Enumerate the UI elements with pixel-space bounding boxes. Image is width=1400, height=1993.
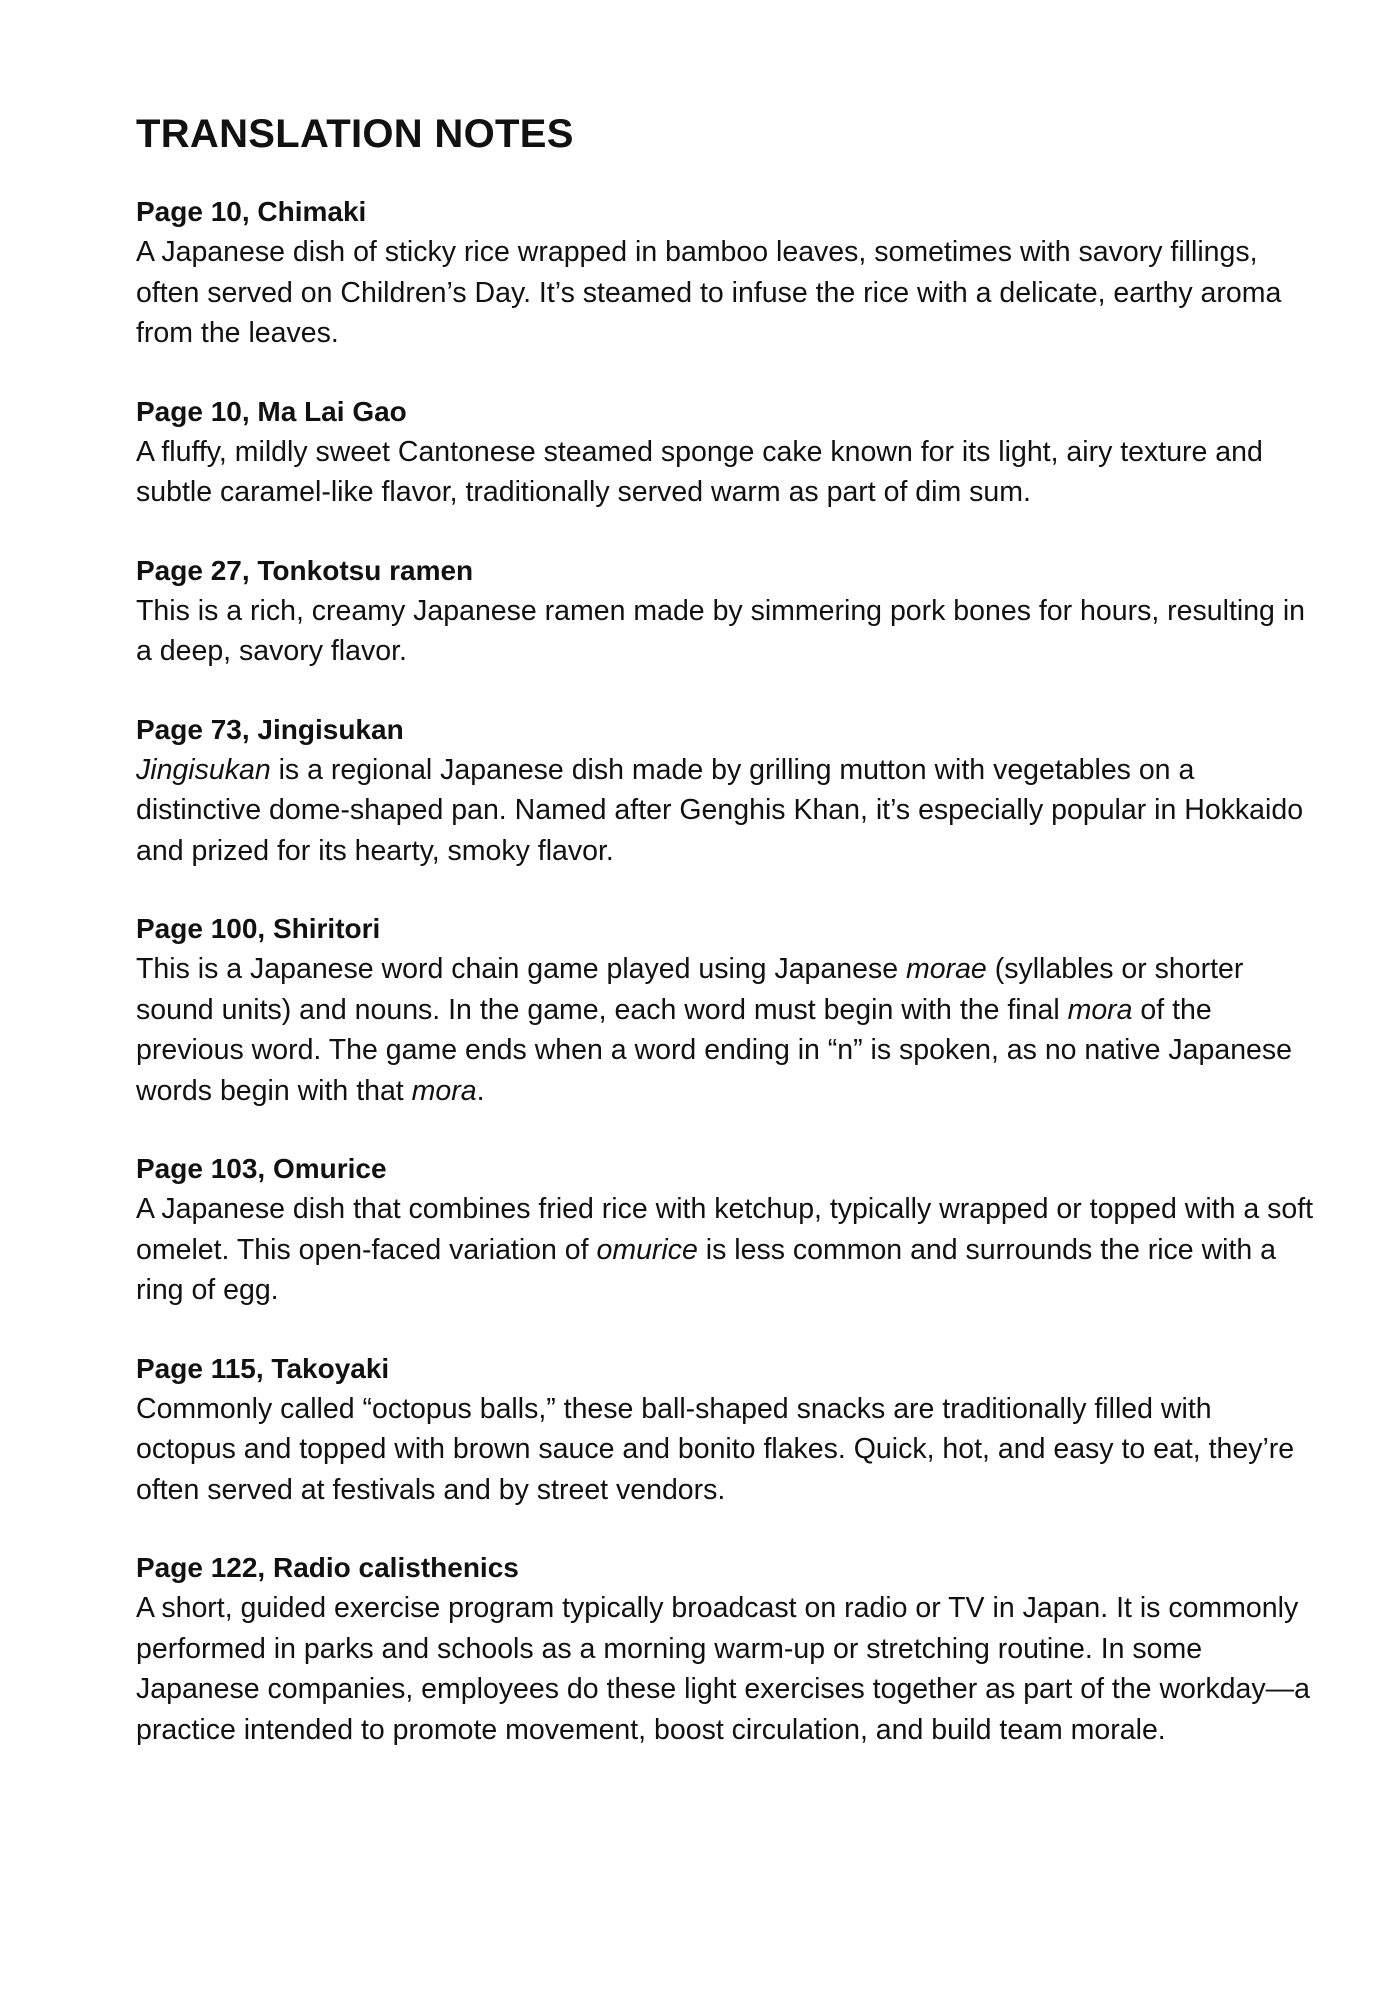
note-body-text: This is a Japanese word chain game played using Japanese <box>136 953 906 985</box>
note-heading: Page 27, Tonkotsu ramen <box>136 554 474 586</box>
note-heading: Page 122, Radio calisthenics <box>136 1552 519 1583</box>
note-body-text: A Japanese dish that combines fried rice with ketchup, typically wrapped or topped with a soft omelet. This open-faced variation of <box>136 1193 1314 1266</box>
note-item <box>136 551 1316 672</box>
note-heading: Page 10, Chimaki <box>136 196 367 227</box>
translation-notes-page <box>136 108 1316 1788</box>
note-heading: Page 100, Shiritori <box>136 913 381 944</box>
note-item <box>136 909 1316 1111</box>
note-body <box>136 1189 1316 1311</box>
note-item <box>136 710 1316 872</box>
note-body <box>136 750 1316 872</box>
note-body-italic-term: mora <box>1067 993 1133 1026</box>
note-item <box>136 1548 1316 1750</box>
note-item <box>136 192 1316 354</box>
note-item <box>136 1349 1316 1511</box>
note-body <box>136 232 1316 354</box>
note-body-text: . <box>476 1074 485 1107</box>
note-heading: Page 103, Omurice <box>136 1153 387 1184</box>
note-body-text: is a regional Japanese dish made by grilling mutton with vegetables on a distinctive dome-shaped pan. Named after Genghis Khan, it’s especially popular in Hokkaido and prized for its hearty, smoky flavor. <box>136 753 1304 867</box>
note-body-italic-term: mora <box>411 1074 477 1107</box>
note-body <box>136 591 1316 672</box>
note-body-text: Commonly called “octopus balls,” these ball-shaped snacks are traditionally filled with octopus and topped with brown sauce and bonito flakes. Quick, hot, and easy to eat, they’re often served at festivals and by street vendors. <box>136 1392 1295 1506</box>
note-body-italic-term: Jingisukan <box>136 753 271 786</box>
note-item <box>136 392 1316 513</box>
note-body-text: A short, guided exercise program typically broadcast on radio or TV in Japan. It is commonly performed in parks and schools as a morning warm-up or stretching routine. In some Japanese companies, employees do these light exercises together as part of the workday—a practice intended to promote movement, boost circulation, and build team morale. <box>136 1592 1310 1746</box>
note-heading: Page 10, Ma Lai Gao <box>136 395 407 427</box>
note-body <box>136 432 1316 513</box>
note-body-text: A fluffy, mildly sweet Cantonese steamed sponge cake known for its light, airy texture and subtle caramel-like flavor, traditionally served warm as part of dim sum. <box>136 435 1263 508</box>
note-body <box>136 1389 1316 1511</box>
note-item <box>136 1149 1316 1311</box>
note-body <box>136 949 1316 1111</box>
note-body-italic-term: omurice <box>596 1233 698 1266</box>
note-body-text: is less common and surrounds the rice with a ring of egg. <box>136 1233 1277 1306</box>
note-body-text: This is a rich, creamy Japanese ramen made by simmering pork bones for hours, resulting in a deep, savory flavor. <box>136 594 1306 667</box>
note-body-text: (syllables or shorter sound units) and nouns. In the game, each word must begin with the final <box>136 953 1244 1026</box>
note-body-text: of the previous word. The game ends when a word ending in “n” is spoken, as no native Japanese words begin with that <box>136 993 1293 1107</box>
page-title: TRANSLATION NOTES <box>136 112 574 156</box>
note-body-italic-term: morae <box>905 953 987 985</box>
note-heading: Page 115, Takoyaki <box>136 1352 390 1384</box>
notes-list <box>136 192 1316 1750</box>
note-heading: Page 73, Jingisukan <box>136 713 404 745</box>
note-body <box>136 1588 1316 1750</box>
note-body-text: A Japanese dish of sticky rice wrapped in bamboo leaves, sometimes with savory fillings, often served on Children’s Day. It’s steamed to infuse the rice with a delicate, earthy aroma from the leaves. <box>136 236 1282 349</box>
